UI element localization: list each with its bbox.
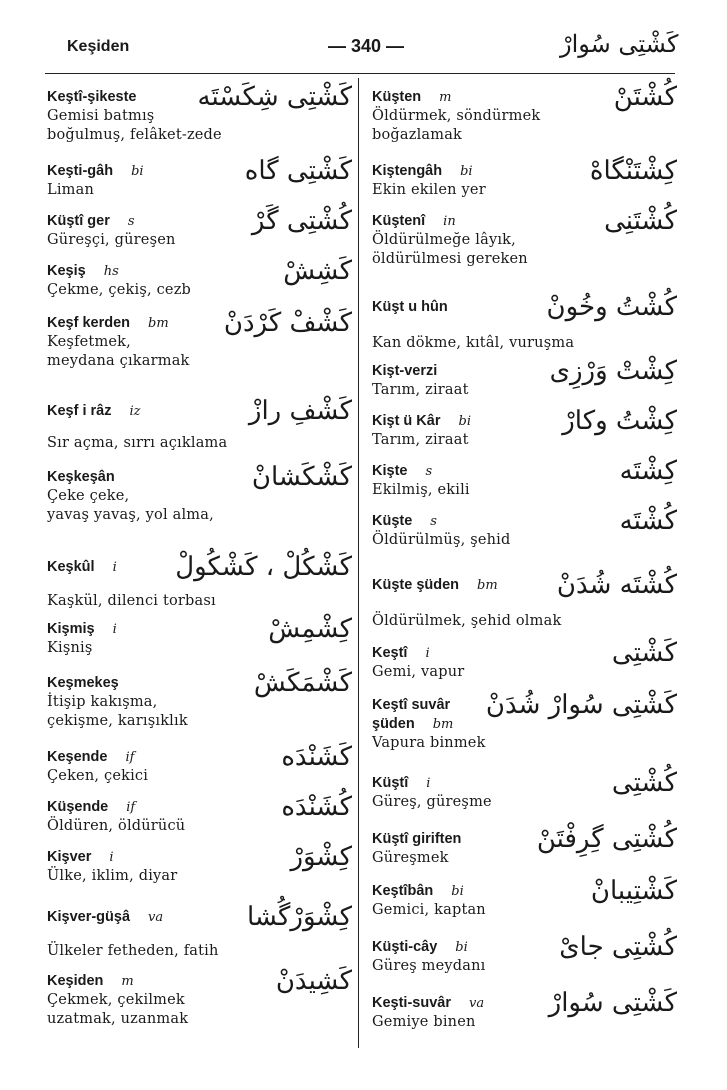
entry-definition: Çeke çeke, [47,488,130,504]
entry-arabic-script: كِشْتُ وكارْ [562,406,677,436]
entry-abbreviation: s [425,464,433,479]
dictionary-entry [372,82,677,145]
entry-arabic-script: كِشْتَنْگاهْ [589,156,677,186]
dictionary-entry [47,462,352,525]
entry-headword: Küştî giriften [372,831,462,847]
entry-abbreviation: s [127,214,135,229]
dictionary-entry [372,206,677,269]
entry-definition: Gemisi batmış [47,108,155,124]
entry-headword: Küşende if [47,799,136,815]
running-head-right: كَشْتِى سُوارْ [560,30,679,58]
entry-arabic-script: كَشْفْ كَرْدَنْ [223,308,352,338]
entry-headword: Keşkûl i [47,559,117,575]
entry-arabic-script: كَشْتِى گاه [244,156,352,186]
entry-definition: Keşfetmek, [47,334,131,350]
entry-arabic-script: كِشْتَه [619,456,677,486]
entry-definition: çekişme, karışıklık [47,713,188,729]
entry-headword: Keşiden m [47,973,134,989]
entry-abbreviation: bm [432,717,454,732]
dictionary-entry [47,966,352,1029]
entry-definition: Öldüren, öldürücü [47,818,186,834]
entry-definition: öldürülmesi gereken [372,251,528,267]
entry-definition: Liman [47,182,94,198]
entry-definition: Gemiye binen [372,1014,476,1030]
entry-definition: Güreşçi, güreşen [47,232,176,248]
entry-arabic-script: كِشْتْ وَرْزِى [549,356,677,386]
entry-headword: Küşti-cây bi [372,939,468,955]
entry-definition: boğazlamak [372,127,463,143]
entry-abbreviation: i [109,850,114,865]
dictionary-entry [372,506,677,550]
entry-arabic-script: كُشْتَنِى [604,206,677,236]
entry-abbreviation: bm [148,316,169,331]
entry-arabic-script: كَشْكَشانْ [251,462,352,492]
dictionary-entry [47,434,352,453]
entry-headword: Keştî i [372,645,430,661]
entry-definition: Kaşkül, dilenci torbası [47,593,216,609]
dictionary-entry [372,715,677,753]
entry-arabic-script: كَشْفِ رازْ [248,396,352,426]
entry-headword: Keşiş hs [47,263,119,279]
entry-definition: Kişniş [47,640,93,656]
entry-definition: Öldürülmeğe lâyık, [372,232,516,248]
entry-headword: Keşti-suvâr va [372,995,485,1011]
entry-arabic-script: كَشْكُلْ ، كَشْكُولْ [175,552,352,582]
entry-headword: Küşten m [372,89,452,105]
entry-headword: Kişmiş i [47,621,117,637]
entry-arabic-script: كُشْتِى گَرْ [251,206,352,236]
dictionary-entry [47,156,352,200]
entry-abbreviation: i [426,776,431,791]
entry-abbreviation: i [112,622,117,637]
dictionary-entry [372,638,677,682]
entry-headword: Kişt-verzi [372,363,438,379]
dictionary-entry [372,612,677,631]
entry-abbreviation: if [126,800,136,815]
entry-definition: Öldürülmüş, şehid [372,532,511,548]
dictionary-entry [47,396,352,426]
entry-arabic-script: كَشْمَكَشْ [253,668,352,698]
entry-abbreviation: hs [103,264,119,279]
entry-arabic-script: كُشَنْدَه [281,792,352,822]
entry-definition: Ekin ekilen yer [372,182,486,198]
dictionary-entry [372,334,677,353]
dictionary-entry [372,690,677,720]
entry-arabic-script: كَشْتِى سُوارْ [548,988,677,1018]
entry-headword: Küştî i [372,775,431,791]
entry-definition: boğulmuş, felâket-zede [47,127,222,143]
entry-abbreviation: in [443,214,456,229]
header-rule [45,73,675,74]
entry-abbreviation: m [439,90,452,105]
entry-definition: Çekmek, çekilmek [47,992,185,1008]
dictionary-entry [47,742,352,786]
entry-headword: Kişte s [372,463,433,479]
dictionary-entry [372,292,677,322]
entry-definition: Güreş, güreşme [372,794,492,810]
entry-arabic-script: كُشْتَه [619,506,677,536]
dictionary-entry [47,206,352,250]
entry-definition: uzatmak, uzanmak [47,1011,189,1027]
entry-abbreviation: bm [477,578,498,593]
entry-abbreviation: bi [460,164,473,179]
entry-headword: Keşmekeş [47,675,119,691]
dictionary-entry [47,902,352,932]
entry-headword: Kişver i [47,849,114,865]
dictionary-entry [372,570,677,600]
entry-arabic-script: كُشْتِى جاىْ [559,932,677,962]
dictionary-entry [47,552,352,582]
entry-arabic-script: كَشْتِيبانْ [590,876,677,906]
entry-definition: yavaş yavaş, yol alma, [47,507,214,523]
running-head-left: Keşiden [67,38,130,55]
entry-arabic-script: كَشِيدَنْ [275,966,352,996]
entry-arabic-script: كِشْوَرْ [290,842,352,872]
entry-definition: Vapura binmek [372,735,486,751]
dictionary-entry [372,988,677,1032]
dictionary-entry [47,592,352,611]
entry-abbreviation: m [121,974,134,989]
entry-definition: Tarım, ziraat [372,432,469,448]
entry-abbreviation: if [125,750,135,765]
entry-arabic-script: كُشْتَه شُدَنْ [556,570,677,600]
entry-headword: Keşf kerden bm [47,315,169,331]
entry-abbreviation: bi [131,164,144,179]
entry-headword: Keştîbân bi [372,883,464,899]
entry-abbreviation: bi [451,884,464,899]
entry-definition: Sır açma, sırrı açıklama [47,435,228,451]
entry-headword: Keşende if [47,749,135,765]
entry-headword: Küşt u hûn [372,299,448,315]
entry-headword: Keştî suvâr [372,697,451,713]
entry-abbreviation: va [468,996,485,1011]
entry-definition: Çekme, çekiş, cezb [47,282,192,298]
entry-definition: Tarım, ziraat [372,382,469,398]
entry-arabic-script: كُشْتُ وخُونْ [546,292,677,322]
page-header [0,30,727,70]
entry-definition: Güreşmek [372,850,449,866]
dictionary-entry [47,942,352,961]
entry-definition: Gemi, vapur [372,664,465,680]
entry-abbreviation: va [148,910,164,925]
column-divider [358,78,359,1048]
dictionary-entry [372,824,677,868]
dictionary-entry [47,668,352,731]
entry-definition: Ekilmiş, ekili [372,482,470,498]
dictionary-entry [372,356,677,400]
entry-headword: şüden bm [372,716,454,732]
entry-arabic-script: كُشْتِى گِرِفْتَنْ [536,824,677,854]
dictionary-entry [372,406,677,450]
dictionary-entry [372,156,677,200]
entry-definition: Ülke, iklim, diyar [47,868,178,884]
entry-definition: Öldürmek, söndürmek [372,108,541,124]
entry-headword: Kiştengâh bi [372,163,473,179]
entry-abbreviation: i [112,560,117,575]
dictionary-entry [372,876,677,920]
entry-headword: Küşte şüden bm [372,577,498,593]
entry-arabic-script: كُشْتِى [611,768,677,798]
entry-headword: Küşte s [372,513,437,529]
entry-abbreviation: bi [458,414,471,429]
dictionary-entry [47,614,352,658]
dictionary-entry [372,768,677,812]
dictionary-entry [372,932,677,976]
entry-headword: Küştenî in [372,213,456,229]
entry-arabic-script: كَشْتِى شِكَسْتَه [197,82,352,112]
entry-definition: Gemici, kaptan [372,902,486,918]
entry-abbreviation: s [430,514,437,529]
dictionary-entry [47,842,352,886]
dictionary-entry [47,308,352,371]
entry-definition: Öldürülmek, şehid olmak [372,613,562,629]
entry-arabic-script: كَشِشْ [283,256,352,286]
entry-definition: Kan dökme, kıtâl, vuruşma [372,335,575,351]
entry-headword: Keşkeşân [47,469,115,485]
dictionary-entry [47,792,352,836]
dictionary-entry [372,456,677,500]
entry-headword: Keşf i râz iz [47,403,141,419]
entry-arabic-script: كَشْتِى سُوارْ شُدَنْ [485,690,677,720]
entry-arabic-script: كُشْتَنْ [613,82,677,112]
entry-abbreviation: bi [455,940,468,955]
entry-abbreviation: iz [129,404,141,419]
dictionary-entry [47,256,352,300]
entry-arabic-script: كِشْوَرْگُشا [246,902,352,932]
entry-definition: İtişip kakışma, [47,694,158,710]
dictionary-entry [47,82,352,145]
entry-arabic-script: كَشَنْدَه [281,742,352,772]
page-number: — 340 — [328,36,405,56]
entry-definition: Ülkeler fetheden, fatih [47,943,219,959]
entry-definition: Güreş meydanı [372,958,486,974]
entry-arabic-script: كِشْمِشْ [268,614,352,644]
entry-headword: Keşti-gâh bi [47,163,144,179]
entry-definition: Çeken, çekici [47,768,149,784]
entry-definition: meydana çıkarmak [47,353,190,369]
entry-abbreviation: i [425,646,430,661]
entry-headword: Kişver-güşâ va [47,909,164,925]
entry-headword: Kişt ü Kâr bi [372,413,471,429]
entry-arabic-script: كَشْتِى [611,638,677,668]
entry-headword: Küştî ger s [47,213,135,229]
entry-headword: Keştî-şikeste [47,89,137,105]
